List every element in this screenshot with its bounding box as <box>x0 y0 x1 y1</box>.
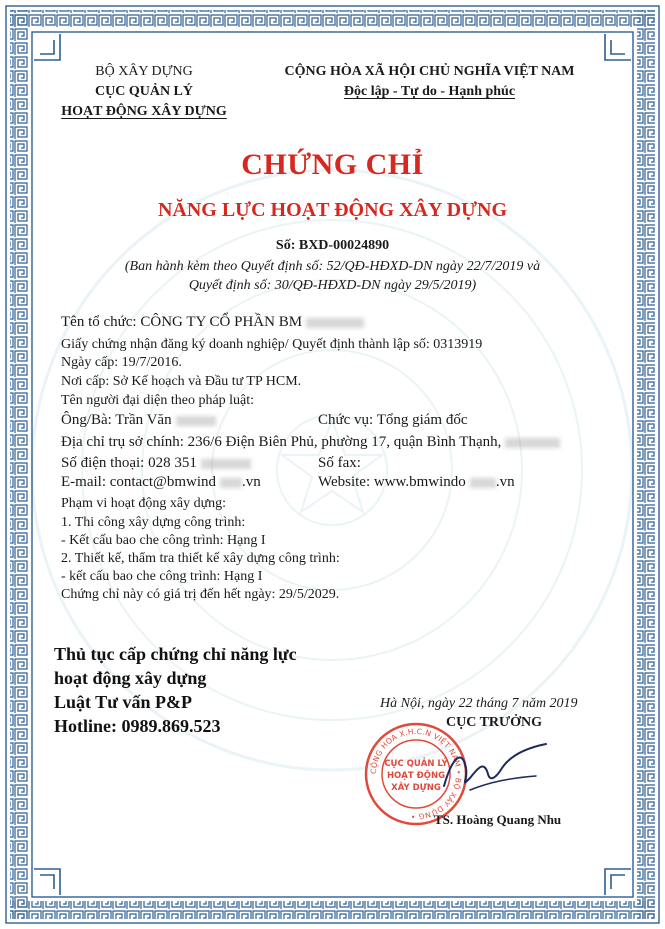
redacted-mark <box>505 438 560 448</box>
issue-place: Nơi cấp: Sở Kế hoạch và Đầu tư TP HCM. <box>61 374 302 389</box>
website-row <box>318 473 515 491</box>
email-suffix: .vn <box>242 474 261 490</box>
scope-item-1a: - Kết cấu bao che công trình: Hạng I <box>61 533 266 548</box>
phone-row <box>61 454 251 472</box>
issuance-line-2: Quyết định số: 30/QĐ-HĐXD-DN ngày 29/5/2019) <box>188 278 477 293</box>
business-registration: Giấy chứng nhận đăng ký doanh nghiệp/ Quyết định thành lập số: 0313919 <box>61 337 483 352</box>
national-header <box>262 62 597 102</box>
department-name-line1: CỤC QUẢN LÝ <box>95 84 193 99</box>
seal-center-line-2: HOẠT ĐỘNG <box>386 771 446 781</box>
issue-date: Ngày cấp: 19/7/2016. <box>61 355 182 370</box>
promo-line-3: Luật Tư vấn P&P <box>54 692 192 712</box>
scope-label: Phạm vi hoạt động xây dựng: <box>61 496 227 511</box>
redacted-mark <box>470 478 496 488</box>
address: Địa chỉ trụ sở chính: 236/6 Điện Biên Phủ, phường 17, quận Bình Thạnh, <box>61 434 502 450</box>
certificate-number: Số: BXD-00024890 <box>275 238 390 253</box>
legal-rep-label: Tên người đại diện theo pháp luật: <box>61 393 255 408</box>
seal-ring-text: CỘNG HÒA X.H.C.N VIỆT NAM • BỘ XÂY DỰNG • <box>368 726 464 822</box>
issuance-reference <box>70 257 595 295</box>
seal-center-line-3: XÂY DỰNG <box>391 783 441 793</box>
org-name-row <box>61 313 364 331</box>
fax: Số fax: <box>318 455 361 471</box>
ministry-name: BỘ XÂY DỰNG <box>95 64 193 79</box>
email-row <box>61 473 261 491</box>
promo-line-2: hoạt động xây dựng <box>54 668 207 688</box>
sign-place-date: Hà Nội, ngày 22 tháng 7 năm 2019 <box>380 696 578 711</box>
redacted-mark <box>176 416 216 426</box>
republic-name: CỘNG HÒA XÃ HỘI CHỦ NGHĨA VIỆT NAM <box>284 64 575 79</box>
phone: Số điện thoại: 028 351 <box>61 455 197 471</box>
certificate-subtitle: NĂNG LỰC HOẠT ĐỘNG XÂY DỰNG <box>157 199 508 221</box>
signer-title: CỤC TRƯỞNG <box>446 715 543 730</box>
issuer-header <box>40 62 248 122</box>
promo-text <box>54 642 297 738</box>
org-name: Tên tổ chức: CÔNG TY CỔ PHẦN BM <box>61 314 303 330</box>
scope-item-2a: - kết cấu bao che công trình: Hạng I <box>61 569 263 584</box>
redacted-mark <box>220 478 242 488</box>
seal-center-line-1: CỤC QUẢN LÝ <box>384 759 448 769</box>
department-name-line2: HOẠT ĐỘNG XÂY DỰNG <box>61 104 227 119</box>
website: Website: www.bmwindo <box>318 474 466 490</box>
website-suffix: .vn <box>495 474 515 490</box>
certificate-title: CHỨNG CHỈ <box>241 148 424 181</box>
redacted-mark <box>201 459 251 469</box>
scope-item-1: 1. Thi công xây dựng công trình: <box>61 515 246 530</box>
rep-position: Chức vụ: Tổng giám đốc <box>318 412 468 428</box>
redacted-mark <box>306 318 364 328</box>
national-motto: Độc lập - Tự do - Hạnh phúc <box>343 84 516 99</box>
scope-item-2: 2. Thiết kế, thẩm tra thiết kế xây dựng công trình: <box>61 551 340 566</box>
signer-name: TS. Hoàng Quang Nhu <box>434 812 562 827</box>
issuance-line-1: (Ban hành kèm theo Quyết định số: 52/QĐ-HĐXD-DN ngày 22/7/2019 và <box>124 259 541 274</box>
promo-line-1: Thủ tục cấp chứng chỉ năng lực <box>54 644 297 664</box>
rep-name-row <box>61 411 216 429</box>
promo-hotline: Hotline: 0989.869.523 <box>54 716 221 736</box>
handwritten-signature-icon <box>440 738 550 798</box>
validity: Chứng chỉ này có giá trị đến hết ngày: 29/5/2029. <box>61 587 340 602</box>
rep-name: Ông/Bà: Trần Văn <box>61 412 172 428</box>
address-row <box>61 433 560 451</box>
email: E-mail: contact@bmwind <box>61 474 217 490</box>
